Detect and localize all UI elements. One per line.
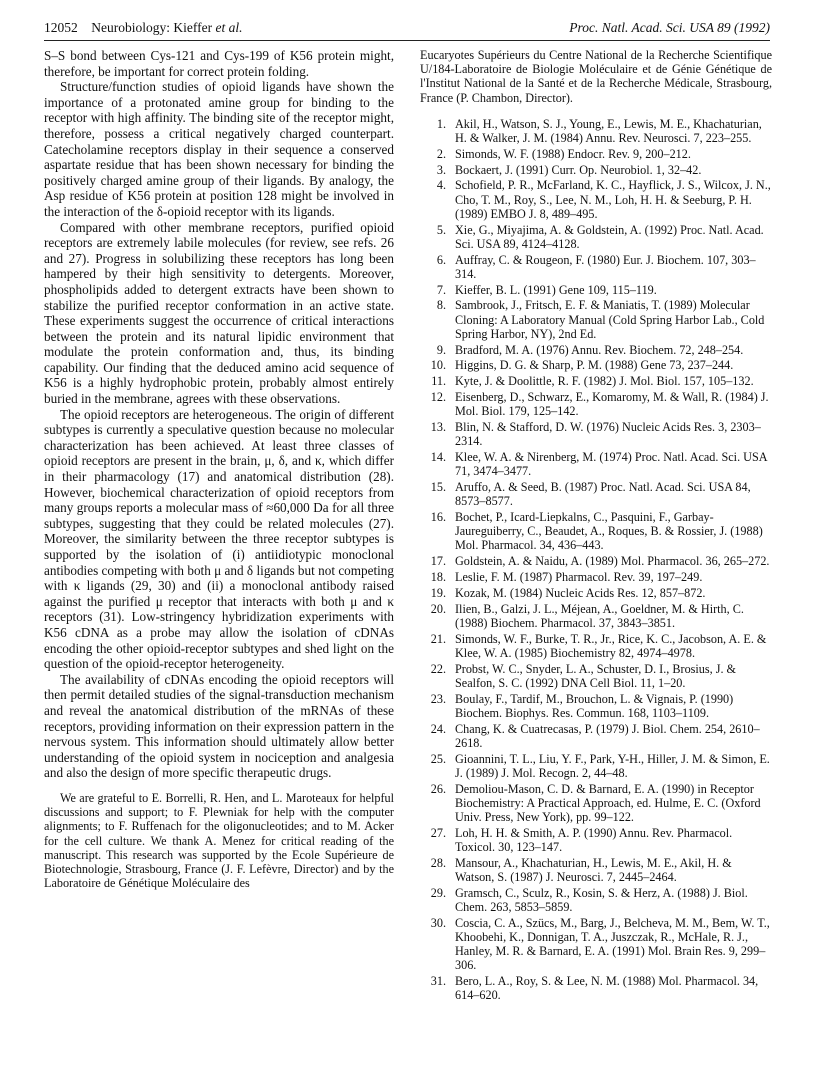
reference-text: Sambrook, J., Fritsch, E. F. & Maniatis, T. (1989) Molecular Cloning: A Laboratory Manual (Cold Spring Harbor Lab., Cold Spring Harbor, NY), 2nd Ed. xyxy=(455,298,765,341)
reference-text: Kieffer, B. L. (1991) Gene 109, 115–119. xyxy=(455,282,657,297)
reference-number: 8. xyxy=(436,298,446,313)
page-number: 12052 xyxy=(44,20,78,35)
reference-number: 14. xyxy=(430,450,446,464)
reference-item xyxy=(420,480,772,508)
header-rule xyxy=(44,40,770,41)
reference-number: 20. xyxy=(430,601,446,616)
acknowledgment: We are grateful to E. Borrelli, R. Hen, and L. Maroteaux for helpful discussions and support; to F. Plewniak for help with the computer alignments; to F. Ruffenach for the oligonucleotides; and to M. Acker for the cell culture. We thank A. Menez for critical reading of the manuscript. This research was supported by the Ecole Supérieure de Biotechnologie, Strasbourg, France (J. F. Lefèvre, Director) and by the Laboratoire de Génétique Moléculaire des xyxy=(44,790,394,891)
reference-text: Bero, L. A., Roy, S. & Lee, N. M. (1988) Mol. Pharmacol. 34, 614–620. xyxy=(455,974,759,1003)
reference-number: 11. xyxy=(431,374,446,389)
reference-number: 6. xyxy=(436,252,446,267)
reference-item xyxy=(420,826,772,854)
reference-text: Ilien, B., Galzi, J. L., Méjean, A., Goeldner, M. & Hirth, C. (1988) Biochem. Pharmacol. 37, 3843–3851. xyxy=(455,601,744,630)
reference-text: Kozak, M. (1984) Nucleic Acids Res. 12, 857–872. xyxy=(455,585,706,600)
reference-number: 19. xyxy=(430,585,446,600)
reference-number: 21. xyxy=(430,631,446,646)
reference-item xyxy=(420,298,772,341)
reference-item xyxy=(420,916,772,973)
reference-item xyxy=(420,178,772,221)
reference-text: Chang, K. & Cuatrecasas, P. (1979) J. Biol. Chem. 254, 2610–2618. xyxy=(455,721,760,750)
reference-item xyxy=(420,374,772,388)
reference-number: 30. xyxy=(430,915,446,930)
journal-citation: Proc. Natl. Acad. Sci. USA 89 (1992) xyxy=(569,20,770,35)
reference-item xyxy=(420,632,772,660)
reference-text: Bockaert, J. (1991) Curr. Op. Neurobiol. 1, 32–42. xyxy=(455,162,702,177)
reference-number: 29. xyxy=(430,885,446,900)
right-column xyxy=(420,48,772,1004)
header-authors: Kieffer xyxy=(173,20,213,35)
paragraph: Structure/function studies of opioid ligands have shown the importance of a protonated amine group for binding to the receptor with high affinity. The binding site of the receptor might, therefore, possess a critical negatively charged counterpart. Catecholamine receptors display in their sequence a conserved aspartate residue that has been shown necessary for binding the positively charged amine group of their ligands. By analogy, the Asp residue of K56 protein at position 128 might be involved in the interaction of the δ-opioid receptor with its ligands. xyxy=(44,79,394,219)
reference-item xyxy=(420,722,772,750)
reference-text: Aruffo, A. & Seed, B. (1987) Proc. Natl. Acad. Sci. USA 84, 8573–8577. xyxy=(455,480,751,509)
acknowledgment-continuation: Eucaryotes Supérieurs du Centre National de la Recherche Scientifique U/184-Laboratoire de Biologie Moléculaire et de Génie Génétique de l'Institut National de la Santé et de la Recherche Médicale, Strasbourg, France (P. Chambon, Director). xyxy=(420,48,772,105)
running-header xyxy=(44,20,770,38)
reference-number: 1. xyxy=(436,116,446,131)
reference-text: Mansour, A., Khachaturian, H., Lewis, M. E., Akil, H. & Watson, S. (1987) J. Neurosci. 7, 2445–2464. xyxy=(455,855,732,884)
reference-text: Eisenberg, D., Schwarz, E., Komaromy, M. & Wall, R. (1984) J. Mol. Biol. 179, 125–142. xyxy=(455,390,769,419)
left-column xyxy=(44,48,394,890)
paragraph: S–S bond between Cys-121 and Cys-199 of K56 protein might, therefore, be important for correct protein folding. xyxy=(44,48,394,79)
reference-item xyxy=(420,253,772,281)
reference-text: Demoliou-Mason, C. D. & Barnard, E. A. (1990) in Receptor Biochemistry: A Practical Approach, ed. Hulme, E. C. (Oxford Univ. Press, New York), pp. 99–122. xyxy=(455,781,761,824)
reference-number: 28. xyxy=(430,855,446,870)
reference-number: 3. xyxy=(436,162,446,177)
reference-item xyxy=(420,974,772,1002)
reference-item xyxy=(420,602,772,630)
header-et-al: et al. xyxy=(215,20,243,35)
reference-text: Leslie, F. M. (1987) Pharmacol. Rev. 39, 197–249. xyxy=(455,570,703,584)
reference-text: Auffray, C. & Rougeon, F. (1980) Eur. J. Biochem. 107, 303–314. xyxy=(455,252,756,281)
reference-number: 23. xyxy=(430,691,446,706)
reference-text: Klee, W. A. & Nirenberg, M. (1974) Proc. Natl. Acad. Sci. USA 71, 3474–3477. xyxy=(455,450,767,479)
reference-text: Simonds, W. F., Burke, T. R., Jr., Rice, K. C., Jacobson, A. E. & Klee, W. A. (1985) Biochemistry 82, 4974–4978. xyxy=(455,631,767,660)
reference-text: Goldstein, A. & Naidu, A. (1989) Mol. Pharmacol. 36, 265–272. xyxy=(455,554,770,569)
reference-number: 25. xyxy=(430,751,446,766)
reference-item xyxy=(420,586,772,600)
reference-item xyxy=(420,358,772,372)
reference-item xyxy=(420,283,772,297)
reference-item xyxy=(420,510,772,553)
reference-item xyxy=(420,343,772,357)
reference-item xyxy=(420,554,772,568)
reference-text: Bochet, P., Icard-Liepkalns, C., Pasquini, F., Garbay-Jaureguiberry, C., Beaudet, A., Roques, B. & Rossier, J. (1988) Mol. Pharmacol. 34, 436–443. xyxy=(455,510,763,553)
reference-item xyxy=(420,163,772,177)
reference-item xyxy=(420,223,772,251)
reference-number: 18. xyxy=(430,570,446,584)
reference-text: Loh, H. H. & Smith, A. P. (1990) Annu. Rev. Pharmacol. Toxicol. 30, 123–147. xyxy=(455,825,733,854)
reference-item xyxy=(420,856,772,884)
reference-item xyxy=(420,420,772,448)
reference-text: Gramsch, C., Sculz, R., Kosin, S. & Herz, A. (1988) J. Biol. Chem. 263, 5853–5859. xyxy=(455,885,748,914)
reference-item xyxy=(420,886,772,914)
reference-number: 17. xyxy=(430,554,446,569)
reference-text: Blin, N. & Stafford, D. W. (1976) Nucleic Acids Res. 3, 2303–2314. xyxy=(455,420,761,449)
reference-number: 9. xyxy=(436,342,446,357)
reference-number: 15. xyxy=(430,480,446,494)
reference-text: Bradford, M. A. (1976) Annu. Rev. Biochem. 72, 248–254. xyxy=(455,342,744,357)
paragraph: The opioid receptors are heterogeneous. The origin of different subtypes is currently a speculative question because no molecular characterization has been achieved. At least three classes of opioid receptors are present in the brain, μ, δ, and κ, which differ in their pharmacology (17) and anatomical distribution (28). However, biochemical characterization of opioid receptors from many groups reports a molecular mass of ≈60,000 Da for all three subtypes, suggesting that they could be related molecules (27). Moreover, the similarity between the three receptor subtypes is supported by the isolation of (i) antiidiotypic monoclonal antibodies competing with both μ and δ ligands but not competing with κ ligands (29, 30) and (ii) a monoclonal antibody raised against the purified μ receptor that interacts with both μ and κ receptors (31). Low-stringency hybridization experiments with K56 cDNA as a probe may allow the isolation of cDNAs encoding the other opioid-receptor subtypes and shed light on the question of the opioid-receptor heterogeneity. xyxy=(44,406,394,672)
reference-number: 13. xyxy=(430,420,446,434)
reference-item xyxy=(420,782,772,825)
reference-item xyxy=(420,570,772,584)
reference-number: 22. xyxy=(430,661,446,676)
reference-item xyxy=(420,662,772,690)
reference-text: Akil, H., Watson, S. J., Young, E., Lewis, M. E., Khachaturian, H. & Walker, J. M. (1984) Annu. Rev. Neurosci. 7, 223–255. xyxy=(455,116,762,146)
reference-text: Xie, G., Miyajima, A. & Goldstein, A. (1992) Proc. Natl. Acad. Sci. USA 89, 4124–4128. xyxy=(455,222,764,251)
reference-number: 26. xyxy=(430,781,446,796)
reference-number: 7. xyxy=(436,282,446,297)
reference-list xyxy=(420,117,772,1003)
reference-number: 12. xyxy=(430,390,446,404)
reference-number: 2. xyxy=(436,146,446,161)
reference-text: Probst, W. C., Snyder, L. A., Schuster, D. I., Brosius, J. & Sealfon, S. C. (1992) DNA Cell Biol. 11, 1–20. xyxy=(455,661,737,690)
reference-text: Kyte, J. & Doolittle, R. F. (1982) J. Mol. Biol. 157, 105–132. xyxy=(455,374,754,389)
reference-text: Higgins, D. G. & Sharp, P. M. (1988) Gene 73, 237–244. xyxy=(455,358,734,373)
reference-item xyxy=(420,450,772,478)
reference-text: Gioannini, T. L., Liu, Y. F., Park, Y-H., Hiller, J. M. & Simon, E. J. (1989) J. Mol. Recogn. 2, 44–48. xyxy=(455,751,770,780)
reference-number: 10. xyxy=(430,358,446,373)
reference-number: 5. xyxy=(436,222,446,237)
reference-text: Boulay, F., Tardif, M., Brouchon, L. & Vignais, P. (1990) Biochem. Biophys. Res. Commun. 168, 1103–1109. xyxy=(455,691,734,720)
section-name: Neurobiology: xyxy=(91,20,170,35)
paragraph: The availability of cDNAs encoding the opioid receptors will then permit detailed studies of the signal-transduction mechanism and reveal the anatomical distribution of the mRNAs of these receptors, providing information on their expression pattern in the nervous system. This information should ultimately allow better understanding of the opioid system in nociception and analgesia and also the design of more specific therapeutic drugs. xyxy=(44,671,394,781)
reference-text: Coscia, C. A., Szücs, M., Barg, J., Belcheva, M. M., Bem, W. T., Khoobehi, K., Donnigan, T. A., Juszczak, R., McHale, R. J., Hanley, M. R. & Barnard, E. A. (1991) Mol. Brain Res. 9, 299–306. xyxy=(455,915,770,973)
reference-number: 31. xyxy=(430,974,446,989)
reference-number: 24. xyxy=(430,721,446,736)
reference-item xyxy=(420,692,772,720)
paragraph: Compared with other membrane receptors, purified opioid receptors are extremely labile molecules (for review, see refs. 26 and 27). Progress in solubilizing these receptors has long been hampered by their high sensitivity to detergents. Moreover, phospholipids added to detergent extracts have been shown to stabilize the purified receptor conformation in an active state. These experiments suggest the occurrence of critical interactions between the protein and its natural lipidic environment that modulate the protein conformation and, thus, its binding capability. Our finding that the deduced amino acid sequence of K56 is a highly hydrophobic protein, probably almost entirely buried in the membrane, agrees with these observations. xyxy=(44,219,394,407)
reference-item xyxy=(420,752,772,780)
reference-item xyxy=(420,147,772,161)
reference-number: 4. xyxy=(436,178,446,193)
reference-text: Schofield, P. R., McFarland, K. C., Hayflick, J. S., Wilcox, J. N., Cho, T. M., Roy, S., Lee, N. M., Loh, H. H. & Seeburg, P. H. (1989) EMBO J. 8, 489–495. xyxy=(455,178,771,221)
reference-item xyxy=(420,117,772,145)
reference-item xyxy=(420,390,772,418)
reference-number: 16. xyxy=(430,510,446,524)
reference-number: 27. xyxy=(430,825,446,840)
reference-text: Simonds, W. F. (1988) Endocr. Rev. 9, 200–212. xyxy=(455,146,691,161)
